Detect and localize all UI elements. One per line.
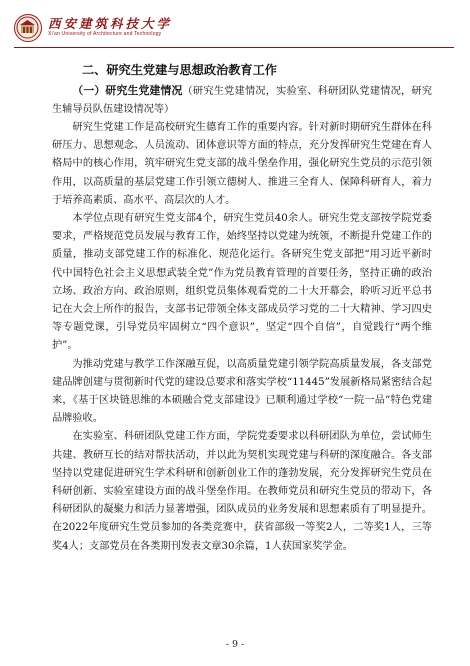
header-divider — [14, 47, 454, 48]
subsection-note: （研究生党建情况，实验室、科研团队党建情况，研究生辅导员队伍建设情况等） — [52, 86, 433, 115]
document-body — [52, 60, 432, 556]
subsection-title: （一）研究生党建情况 — [72, 84, 183, 97]
page-number: - 9 - — [225, 639, 245, 650]
paragraph-4: 在实验室、科研团队党建工作方面，学院党委要求以科研团队为单位，尝试师生共建、教研互长的结对帮扶活动，并以此为契机实现党建与科研的深度融合。各支部坚持以党建促进研究生学术科研和创新创业工作的蓬勃发展，充分发挥研究生党员在科研创新、实验室建设方面的战斗堡垒作用。在教师党员和研究生党员的带动下，各科研团队的凝聚力和活力显著增强，团队成员的业务发展和思想素质有了明显提升。在2022年度研究生党员参加的各类竞赛中，获省部级一等奖2人，二等奖1人，三等奖4人；支部党员在各类期刊发表文章30余篇，1人获国家奖学金。 — [52, 431, 432, 552]
subsection-heading — [52, 82, 432, 119]
paragraph-2: 本学位点现有研究生党支部4个，研究生党员40余人。研究生党支部按学院党委要求，严格规范党员发展与教育工作，始终坚持以党建为统领，不断提升党建工作的质量，推动支部党建工作的标准化、规范化运行。各研究生党支部把“用习近平新时代中国特色社会主义思想武装全党”作为党员教育管理的首要任务，坚持正确的政治立场、政治方向、政治原则，组织党员集体观看党的二十大开幕会，聆听习近平总书记在大会上所作的报告，支部书记带领全体支部成员学习党的二十大精神、学习四史等专题党课，引导党员牢固树立“四个意识”，坚定“四个自信”，自觉践行“两个维护”。 — [52, 213, 432, 352]
university-name-en: Xi'an University of Architecture and Technology — [48, 31, 162, 37]
section-heading: 二、研究生党建与思想政治教育工作 — [82, 63, 277, 77]
paragraph-1: 研究生党建工作是高校研究生德育工作的重要内容。针对新时期研究生群体在科研压力、思想观念、人员流动、团体意识等方面的特点，充分发挥研究生党建在育人格局中的核心作用，筑牢研究生党支部的战斗堡垒作用，强化研究生党员的示范引领作用，以高质量的基层党建工作引领立德树人、推进三全育人、保障科研育人，着力于培养高素质、高水平、高层次的人才。 — [52, 122, 432, 206]
university-logo — [14, 14, 42, 42]
university-name-cn: 西安建筑科技大学 — [48, 16, 173, 31]
paragraph-3: 为推动党建与教学工作深融互促，以高质量党建引领学院高质量发展，各支部党建品牌创建与贯彻新时代党的建设总要求和落实学校“11445”发展新格局紧密结合起来，《基于区块链思维的本硕融合党支部建设》已顺利通过学校“一院一品”特色党建品牌验收。 — [52, 358, 432, 425]
page-header — [0, 0, 470, 52]
